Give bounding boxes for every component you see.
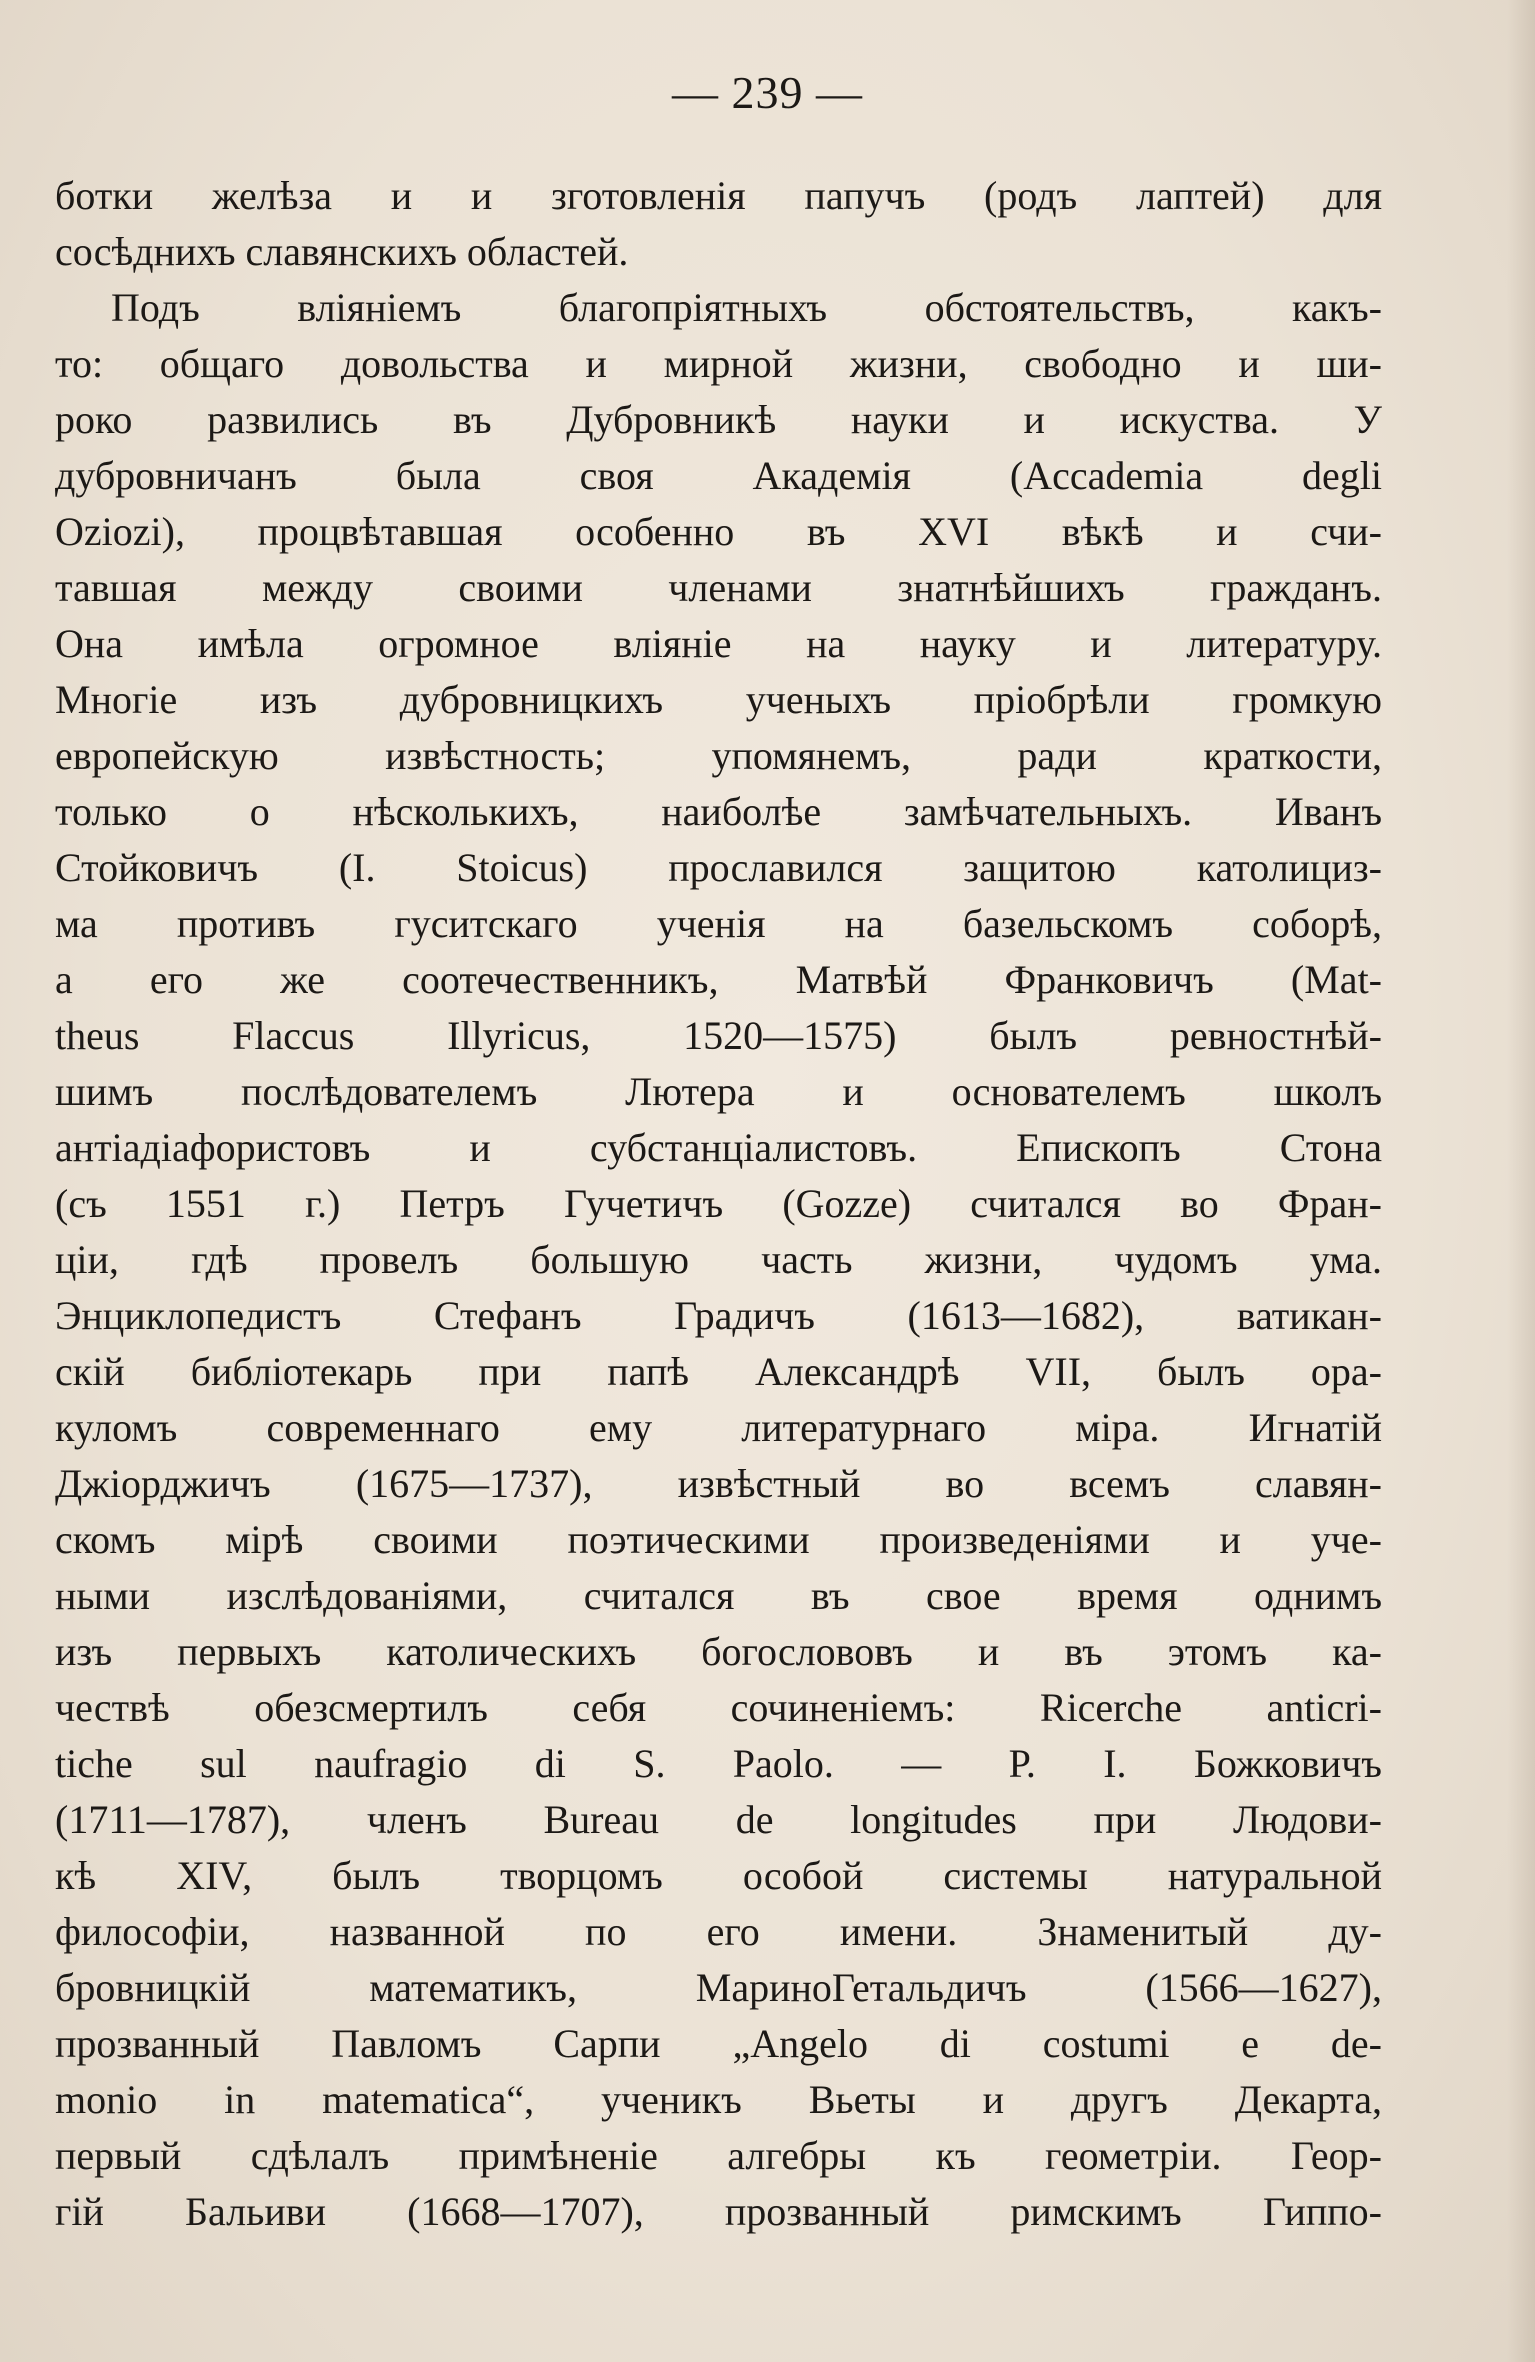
text-line: а его же соотечественникъ, Матвѣй Франковичъ (Mat- (55, 957, 1382, 1002)
text-line: Стойковичъ (I. Stoicus) прославился защитою католициз- (55, 845, 1382, 890)
text-line: скомъ мірѣ своими поэтическими произведеніями и уче- (55, 1517, 1382, 1562)
text-line: первый сдѣлалъ примѣненіе алгебры къ геометріи. Геор- (55, 2133, 1382, 2178)
text-line: ціи, гдѣ провелъ большую часть жизни, чудомъ ума. (55, 1237, 1382, 1282)
page-number: — 239 — (672, 67, 863, 118)
text-line: изъ первыхъ католическихъ богослововъ и въ этомъ ка- (55, 1629, 1382, 1674)
text-line: theus Flaccus Illyricus, 1520—1575) былъ ревностнѣй- (55, 1013, 1382, 1058)
text-line: прозванный Павломъ Сарпи „Angelo di costumi e de- (55, 2021, 1382, 2066)
text-line: роко развились въ Дубровникѣ науки и искуства. У (55, 397, 1382, 442)
text-line: Энциклопедистъ Стефанъ Градичъ (1613—1682), ватикан- (55, 1293, 1382, 1338)
text-line: monio in matematica“, ученикъ Вьеты и другъ Декарта, (55, 2077, 1382, 2122)
text-line: гій Бальиви (1668—1707), прозванный римскимъ Гиппо- (55, 2189, 1382, 2234)
text-line: дубровничанъ была своя Академія (Accademia degli (55, 453, 1382, 498)
text-line: тавшая между своими членами знатнѣйшихъ гражданъ. (55, 565, 1382, 610)
text-line: (1711—1787), членъ Bureau de longitudes при Людови- (55, 1797, 1382, 1842)
text-line: ными изслѣдованіями, считался въ свое время однимъ (55, 1573, 1382, 1618)
text-line: Многіе изъ дубровницкихъ ученыхъ пріобрѣли громкую (55, 677, 1382, 722)
text-line: сосѣднихъ славянскихъ областей. (55, 229, 629, 274)
page-edge-shadow (1507, 0, 1535, 2362)
text-line: Oziozi), процвѣтавшая особенно въ XVI вѣкѣ и счи- (55, 509, 1382, 554)
body-text (55, 168, 1382, 2240)
text-line: ботки желѣза и и зготовленія папучъ (родъ лаптей) для (55, 173, 1382, 218)
text-line: только о нѣсколькихъ, наиболѣе замѣчательныхъ. Иванъ (55, 789, 1382, 834)
text-line: шимъ послѣдователемъ Лютера и основателемъ школъ (55, 1069, 1382, 1114)
text-line: антіадіафористовъ и субстанціалистовъ. Епископъ Стона (55, 1125, 1382, 1170)
text-line: Она имѣла огромное вліяніе на науку и литературу. (55, 621, 1382, 666)
text-line: (съ 1551 г.) Петръ Гучетичъ (Gozze) считался во Фран- (55, 1181, 1382, 1226)
text-line: кѣ XIV, былъ творцомъ особой системы натуральной (55, 1853, 1382, 1898)
text-line: бровницкій математикъ, МариноГетальдичъ (1566—1627), (55, 1965, 1382, 2010)
text-line: чествѣ обезсмертилъ себя сочиненіемъ: Ricerche anticri- (55, 1685, 1382, 1730)
text-line: то: общаго довольства и мирной жизни, свободно и ши- (55, 341, 1382, 386)
text-line: Джіорджичъ (1675—1737), извѣстный во всемъ славян- (55, 1461, 1382, 1506)
text-line: Подъ вліяніемъ благопріятныхъ обстоятельствъ, какъ- (111, 285, 1382, 330)
text-line: ма противъ гуситскаго ученія на базельскомъ соборѣ, (55, 901, 1382, 946)
text-line: куломъ современнаго ему литературнаго міра. Игнатій (55, 1405, 1382, 1450)
text-line: tiche sul naufragio di S. Paolo. — Р. І. Божковичъ (55, 1741, 1382, 1786)
text-line: европейскую извѣстность; упомянемъ, ради краткости, (55, 733, 1382, 778)
text-line: скій библіотекарь при папѣ Александрѣ VII, былъ ора- (55, 1349, 1382, 1394)
text-line: философіи, названной по его имени. Знаменитый ду- (55, 1909, 1382, 1954)
